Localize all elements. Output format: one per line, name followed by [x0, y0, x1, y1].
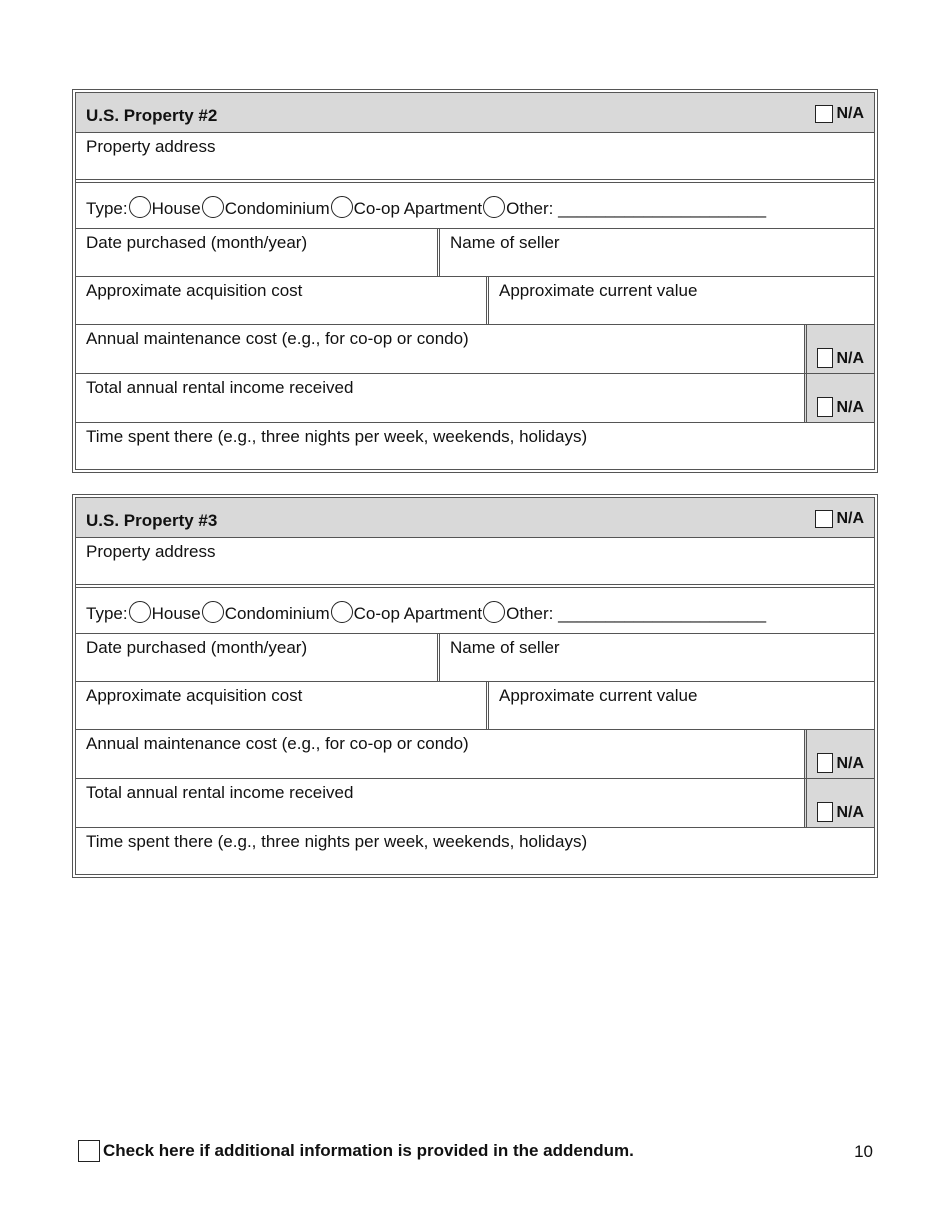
na-label: N/A: [836, 755, 864, 772]
type-label: Type:: [86, 604, 128, 623]
type-options: [86, 603, 766, 625]
other-radio[interactable]: [483, 601, 505, 623]
time-spent-row: [76, 423, 874, 469]
address-label: Property address: [86, 542, 216, 561]
rental-na-checkbox[interactable]: [817, 397, 833, 417]
current-value-label: Approximate current value: [499, 686, 698, 705]
other-label: Other:: [506, 604, 554, 623]
time-spent-label: Time spent there (e.g., three nights per week, weekends, holidays): [86, 832, 588, 851]
section-title: U.S. Property #2: [86, 106, 218, 125]
addendum-checkbox[interactable]: [78, 1140, 100, 1162]
house-radio[interactable]: [129, 601, 151, 623]
current-value-field[interactable]: [486, 682, 874, 729]
type-row: [76, 183, 874, 229]
time-spent-field[interactable]: [76, 828, 874, 874]
section-na-checkbox[interactable]: [815, 105, 833, 123]
house-label: House: [151, 199, 201, 218]
maintenance-cost-field[interactable]: [76, 730, 804, 778]
rental-row: [76, 374, 874, 423]
address-label: Property address: [86, 137, 216, 156]
address-row: [76, 538, 874, 585]
rental-income-label: Total annual rental income received: [86, 378, 354, 397]
seller-name-label: Name of seller: [450, 638, 560, 657]
section-na-checkbox[interactable]: [815, 510, 833, 528]
property-section-inner: [75, 497, 875, 875]
page-number: 10: [854, 1142, 873, 1161]
coop-apartment-label: Co-op Apartment: [353, 199, 483, 218]
na-label: N/A: [836, 510, 864, 527]
addendum-option: [78, 1140, 634, 1162]
rental-na-option: [804, 374, 874, 422]
time-spent-row: [76, 828, 874, 874]
property-address-field[interactable]: [76, 538, 874, 584]
address-row: [76, 133, 874, 180]
acquisition-cost-field[interactable]: [76, 682, 486, 729]
other-label: Other:: [506, 199, 554, 218]
cost-value-row: [76, 277, 874, 325]
current-value-field[interactable]: [486, 277, 874, 324]
seller-name-field[interactable]: [437, 634, 874, 681]
section-na-option: [815, 510, 864, 528]
other-blank-field[interactable]: ______________________: [558, 199, 767, 218]
date-purchased-field[interactable]: [76, 634, 437, 681]
date-purchased-label: Date purchased (month/year): [86, 638, 308, 657]
date-seller-row: [76, 634, 874, 682]
section-header: [76, 93, 874, 133]
cost-value-row: [76, 682, 874, 730]
other-radio[interactable]: [483, 196, 505, 218]
maintenance-na-option: [804, 325, 874, 373]
acquisition-cost-label: Approximate acquisition cost: [86, 686, 303, 705]
date-purchased-label: Date purchased (month/year): [86, 233, 308, 252]
property-section-inner: [75, 92, 875, 470]
maintenance-cost-label: Annual maintenance cost (e.g., for co-op or condo): [86, 734, 469, 753]
maintenance-cost-field[interactable]: [76, 325, 804, 373]
acquisition-cost-field[interactable]: [76, 277, 486, 324]
section-na-option: [815, 105, 864, 123]
section-title: U.S. Property #3: [86, 511, 218, 530]
other-blank-field[interactable]: ______________________: [558, 604, 767, 623]
rental-income-label: Total annual rental income received: [86, 783, 354, 802]
na-label: N/A: [836, 105, 864, 122]
property-section-3: [72, 494, 878, 878]
rental-na-checkbox[interactable]: [817, 802, 833, 822]
date-purchased-field[interactable]: [76, 229, 437, 276]
maintenance-na-option: [804, 730, 874, 778]
maintenance-na-checkbox[interactable]: [817, 753, 833, 773]
acquisition-cost-label: Approximate acquisition cost: [86, 281, 303, 300]
house-label: House: [151, 604, 201, 623]
current-value-label: Approximate current value: [499, 281, 698, 300]
seller-name-field[interactable]: [437, 229, 874, 276]
maintenance-row: [76, 730, 874, 779]
rental-income-field[interactable]: [76, 374, 804, 422]
property-address-field[interactable]: [76, 133, 874, 179]
na-label: N/A: [836, 399, 864, 416]
section-header: [76, 498, 874, 538]
date-seller-row: [76, 229, 874, 277]
condominium-radio[interactable]: [202, 196, 224, 218]
condominium-label: Condominium: [224, 604, 330, 623]
type-row: [76, 588, 874, 634]
maintenance-cost-label: Annual maintenance cost (e.g., for co-op or condo): [86, 329, 469, 348]
type-options: [86, 198, 766, 220]
na-label: N/A: [836, 804, 864, 821]
house-radio[interactable]: [129, 196, 151, 218]
rental-income-field[interactable]: [76, 779, 804, 827]
na-label: N/A: [836, 350, 864, 367]
seller-name-label: Name of seller: [450, 233, 560, 252]
type-label: Type:: [86, 199, 128, 218]
maintenance-row: [76, 325, 874, 374]
condominium-label: Condominium: [224, 199, 330, 218]
time-spent-label: Time spent there (e.g., three nights per week, weekends, holidays): [86, 427, 588, 446]
coop-apartment-label: Co-op Apartment: [353, 604, 483, 623]
maintenance-na-checkbox[interactable]: [817, 348, 833, 368]
rental-row: [76, 779, 874, 828]
property-section-2: [72, 89, 878, 473]
rental-na-option: [804, 779, 874, 827]
condominium-radio[interactable]: [202, 601, 224, 623]
time-spent-field[interactable]: [76, 423, 874, 469]
coop-apartment-radio[interactable]: [331, 196, 353, 218]
coop-apartment-radio[interactable]: [331, 601, 353, 623]
addendum-label: Check here if additional information is provided in the addendum.: [103, 1141, 634, 1160]
